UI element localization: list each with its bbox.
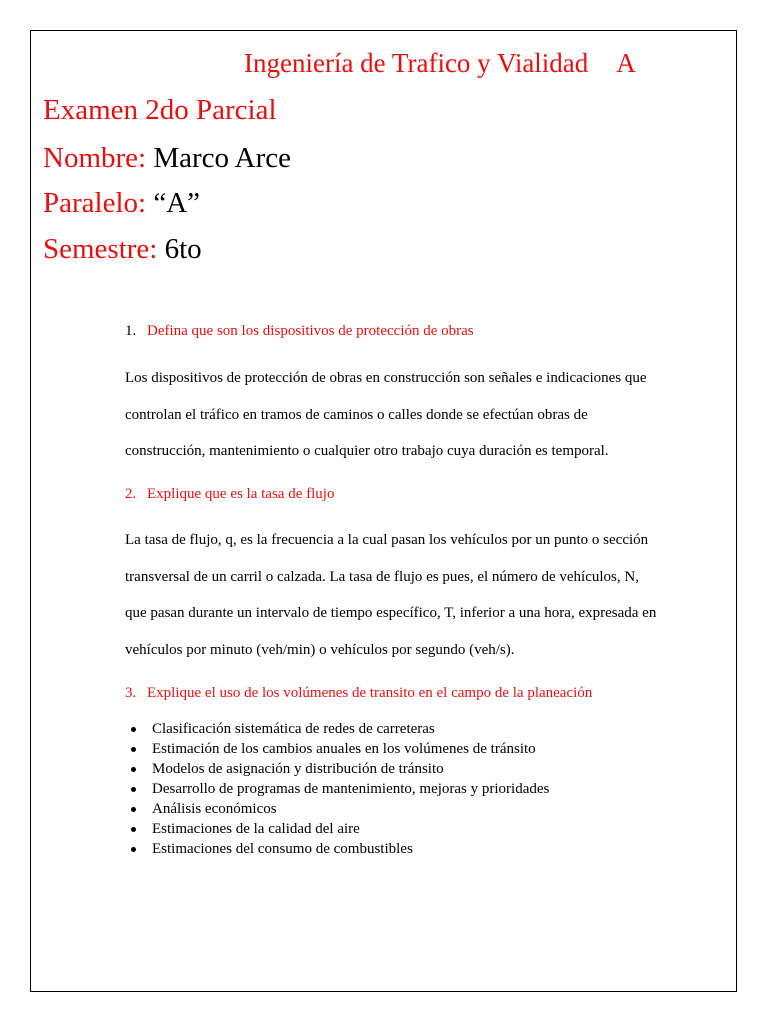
title-section: A	[616, 48, 636, 78]
title-text: Ingeniería de Trafico y Vialidad	[244, 48, 589, 78]
answer-1	[125, 368, 670, 478]
list-item-text: Estimaciones de la calidad del aire	[152, 821, 360, 837]
list-item	[129, 839, 549, 859]
semestre-label: Semestre:	[43, 233, 158, 265]
answer-line: vehículos por minuto (veh/min) o vehículos por segundo (veh/s).	[125, 641, 515, 658]
answer-line: controlan el tráfico en tramos de caminos o calles donde se efectúan obras de	[125, 406, 588, 423]
answer-line: que pasan durante un intervalo de tiempo específico, T, inferior a una hora, expresada en	[125, 605, 657, 621]
list-item	[129, 739, 549, 759]
list-item	[129, 719, 549, 739]
document-title	[244, 46, 636, 80]
bullet-icon	[131, 787, 136, 792]
exam-heading-text: Examen 2do Parcial	[43, 94, 277, 126]
question-1-number: 1.	[125, 323, 137, 339]
answer-line: construcción, mantenimiento o cualquier otro trabajo cuya duración es temporal.	[125, 443, 609, 459]
question-3	[125, 683, 592, 703]
question-3-text: Explique el uso de los volúmenes de transito en el campo de la planeación	[147, 685, 593, 701]
list-item-text: Estimación de los cambios anuales en los volúmenes de tránsito	[152, 741, 536, 757]
name-label: Nombre:	[43, 142, 147, 174]
bullet-icon	[131, 747, 136, 752]
semestre-value: 6to	[164, 233, 202, 265]
list-item	[129, 779, 549, 799]
paralelo-line	[43, 185, 200, 221]
list-item	[129, 819, 549, 839]
answer-line: transversal de un carril o calzada. La tasa de flujo es pues, el número de vehículos, N,	[125, 568, 639, 585]
paralelo-label: Paralelo:	[43, 187, 147, 219]
answer-line: Los dispositivos de protección de obras en construcción son señales e indicaciones que	[125, 370, 647, 386]
bullet-icon	[131, 767, 136, 772]
semestre-line	[43, 231, 202, 267]
list-item-text: Desarrollo de programas de mantenimiento, mejoras y prioridades	[152, 781, 550, 797]
question-1-text: Defina que son los dispositivos de protección de obras	[147, 323, 474, 339]
answer-2	[125, 530, 670, 676]
bullet-icon	[131, 727, 136, 732]
answer-line: La tasa de flujo, q, es la frecuencia a la cual pasan los vehículos por un punto o sección	[125, 532, 649, 548]
exam-heading	[43, 92, 277, 128]
list-item	[129, 759, 549, 779]
list-item-text: Estimaciones del consumo de combustibles	[152, 841, 413, 857]
bullet-icon	[131, 847, 136, 852]
list-item	[129, 799, 549, 819]
name-value: Marco Arce	[153, 142, 292, 174]
bullet-icon	[131, 827, 136, 832]
list-item-text: Análisis económicos	[152, 801, 277, 817]
question-2	[125, 484, 334, 504]
list-item-text: Modelos de asignación y distribución de tránsito	[152, 761, 444, 777]
answer-3-list	[129, 719, 549, 859]
name-line	[43, 140, 291, 176]
list-item-text: Clasificación sistemática de redes de carreteras	[152, 721, 435, 737]
question-3-number: 3.	[125, 685, 137, 701]
question-2-number: 2.	[125, 486, 137, 502]
question-2-text: Explique que es la tasa de flujo	[147, 486, 335, 502]
paralelo-value: “A”	[153, 187, 201, 219]
bullet-icon	[131, 807, 136, 812]
question-1	[125, 321, 474, 341]
